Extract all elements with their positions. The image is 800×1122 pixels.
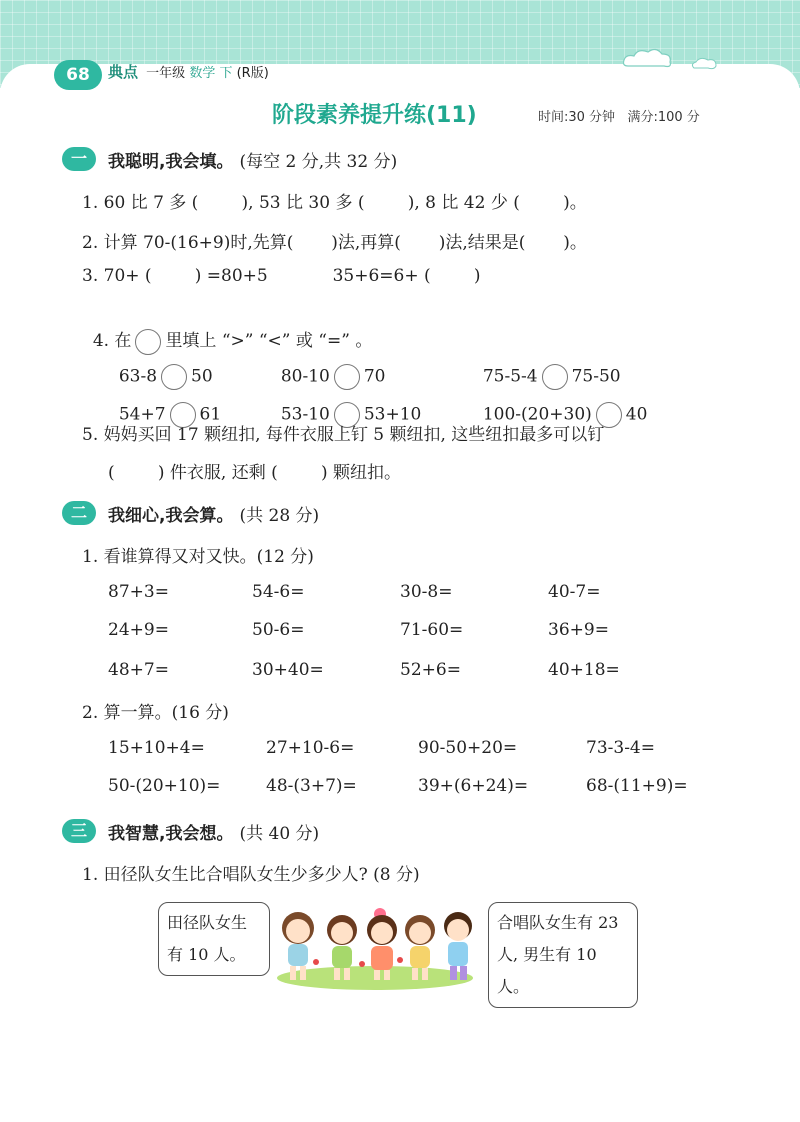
score-label: 满分:100 分 (627, 110, 700, 125)
compare-item: 80-10 70 (270, 344, 385, 390)
speech-bubble-left (158, 902, 270, 976)
question-text: 1. 看谁算得又对又快。(12 分) (82, 547, 314, 567)
bubble-line: 合唱队女生有 23 (497, 913, 619, 932)
section-number: 二 (62, 501, 96, 525)
section-header (62, 144, 397, 174)
calc-item: 27+10-6= (266, 738, 355, 758)
oral-item: 30+40= (252, 660, 324, 680)
time-label: 时间:30 分钟 (538, 110, 616, 125)
section-number: 三 (62, 819, 96, 843)
compare-item: 63-8 50 (108, 344, 213, 390)
question-text: 2. 算一算。(16 分) (82, 703, 229, 723)
calc-item: 68-(11+9)= (586, 776, 688, 796)
question-text: 3. 70+ ( ) =80+5 35+6=6+ ( ) (82, 266, 481, 286)
compare-item: 75-5-4 75-50 (472, 344, 621, 390)
oral-item: 52+6= (400, 660, 461, 680)
oral-item: 40-7= (548, 582, 601, 602)
compare-item: 54+7 61 (108, 382, 221, 428)
section-title: 我智慧,我会想。 (108, 823, 234, 844)
question-text: 1. 60 比 7 多 ( ), 53 比 30 多 ( ), 8 比 42 少 ( )。 (82, 193, 587, 213)
section-note: (每空 2 分,共 32 分) (239, 151, 398, 172)
section-header (62, 498, 319, 528)
calc-item: 15+10+4= (108, 738, 205, 758)
page-number: 68 (54, 60, 102, 90)
oral-item: 54-6= (252, 582, 305, 602)
grade-label: 一年级 (146, 66, 186, 81)
oral-item: 30-8= (400, 582, 453, 602)
question-prefix: 4. 在 (92, 331, 132, 351)
cloud-icon (690, 56, 720, 72)
child-figure (444, 912, 472, 980)
oral-item: 50-6= (252, 620, 305, 640)
cloud-icon (620, 44, 680, 72)
question-text: ( ) 件衣服, 还剩 ( ) 颗纽扣。 (108, 463, 402, 483)
exam-meta (538, 106, 700, 125)
section-note: (共 40 分) (239, 823, 320, 844)
section-title: 我细心,我会算。 (108, 505, 234, 526)
calc-item: 50-(20+10)= (108, 776, 221, 796)
calc-item: 48-(3+7)= (266, 776, 357, 796)
section-title: 我聪明,我会填。 (108, 151, 234, 172)
oral-item: 24+9= (108, 620, 169, 640)
page-title: 阶段素养提升练(11) (272, 103, 477, 128)
oral-item: 87+3= (108, 582, 169, 602)
book-brand (108, 60, 269, 86)
calc-item: 39+(6+24)= (418, 776, 529, 796)
oral-item: 48+7= (108, 660, 169, 680)
question-suffix: 里填上 “>” “<” 或 “=” 。 (165, 331, 373, 351)
oral-item: 40+18= (548, 660, 620, 680)
question-text: 2. 计算 70-(16+9)时,先算( )法,再算( )法,结果是( )。 (82, 233, 587, 253)
oral-item: 71-60= (400, 620, 464, 640)
bubble-line: 有 10 人。 (167, 945, 246, 964)
edition-label: (R版) (236, 66, 269, 81)
subject-label: 数学 下 (189, 66, 233, 81)
section-number: 一 (62, 147, 96, 171)
brand-logo: 典点 (108, 63, 139, 81)
children-illustration (270, 900, 480, 992)
compare-item: 100-(20+30) 40 (472, 382, 647, 428)
bubble-line: 人, 男生有 10 人。 (497, 945, 597, 996)
question-text: 5. 妈妈买回 17 颗纽扣, 每件衣服上钉 5 颗纽扣, 这些纽扣最多可以钉 (82, 425, 605, 445)
compare-item: 53-10 53+10 (270, 382, 421, 428)
question-text: 1. 田径队女生比合唱队女生少多少人? (8 分) (82, 865, 420, 885)
speech-bubble-right (488, 902, 638, 1008)
calc-item: 90-50+20= (418, 738, 518, 758)
oral-item: 36+9= (548, 620, 609, 640)
bubble-line: 田径队女生 (167, 913, 248, 932)
calc-item: 73-3-4= (586, 738, 655, 758)
section-note: (共 28 分) (239, 505, 320, 526)
section-header (62, 816, 319, 846)
